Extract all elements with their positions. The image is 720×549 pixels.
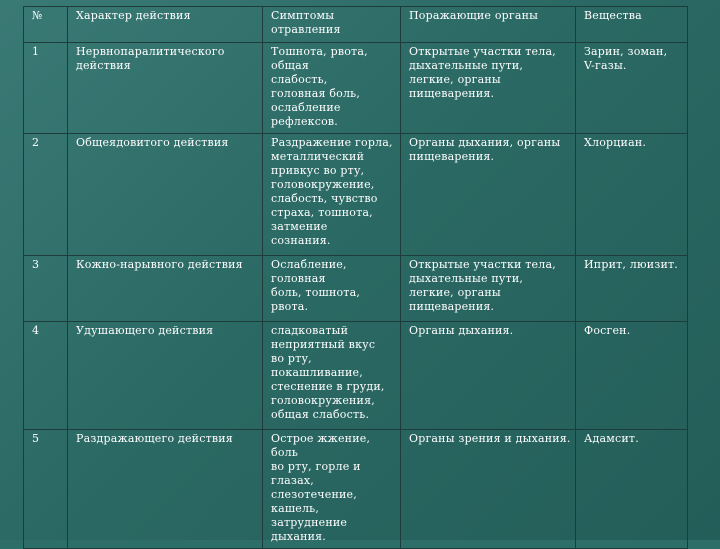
row-character: Кожно-нарывного действия [68,256,263,322]
row-number: 2 [24,134,68,256]
table-row [24,322,688,430]
row-substances: Адамсит. [576,430,688,549]
header-substances: Вещества [576,7,688,43]
row-substances: Хлорциан. [576,134,688,256]
row-substances: Иприт, люизит. [576,256,688,322]
header-symptoms: Симптомы отравления [263,7,401,43]
row-number: 5 [24,430,68,549]
row-substances: Фосген. [576,322,688,430]
row-organs: Органы дыхания, органы пищеварения. [401,134,576,256]
row-character: Общеядовитого действия [68,134,263,256]
header-character: Характер действия [68,7,263,43]
header-number: № [24,7,68,43]
row-symptoms: сладковатый неприятный вкус во рту, покашливание, стеснение в груди, головокружения, общая слабость. [263,322,401,430]
row-organs: Органы зрения и дыхания. [401,430,576,549]
row-organs: Открытые участки тела, дыхательные пути, легкие, органы пищеварения. [401,43,576,134]
row-symptoms: Ослабление, головная боль, тошнота, рвота. [263,256,401,322]
table-row [24,256,688,322]
row-symptoms: Раздражение горла, металлический привкус во рту, головокружение, слабость, чувство страха, тошнота, затмение сознания. [263,134,401,256]
poisoning-table [23,6,688,549]
table-row [24,430,688,549]
row-organs: Органы дыхания. [401,322,576,430]
row-number: 1 [24,43,68,134]
row-substances: Зарин, зоман, V-газы. [576,43,688,134]
row-character: Нервнопаралитического действия [68,43,263,134]
header-organs: Поражающие органы [401,7,576,43]
table-row [24,134,688,256]
table-row [24,43,688,134]
row-symptoms: Тошнота, рвота, общая слабость, головная боль, ослабление рефлексов. [263,43,401,134]
row-number: 4 [24,322,68,430]
table-header-row [24,7,688,43]
row-number: 3 [24,256,68,322]
row-organs: Открытые участки тела, дыхательные пути, легкие, органы пищеварения. [401,256,576,322]
row-character: Раздражающего действия [68,430,263,549]
row-symptoms: Острое жжение, боль во рту, горле и глазах, слезотечение, кашель, затруднение дыхания. [263,430,401,549]
row-character: Удушающего действия [68,322,263,430]
